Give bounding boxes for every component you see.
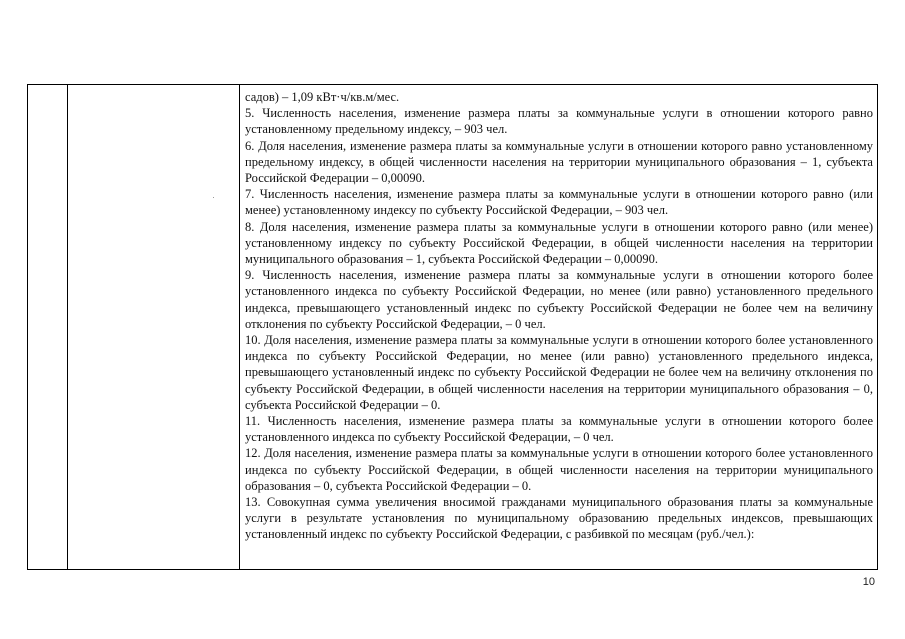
paragraph-5: 5. Численность населения, изменение размера платы за коммунальные услуги в отношении которого равно установленному предельному индексу, – 903 чел. bbox=[245, 106, 873, 137]
paragraph-11: 11. Численность населения, изменение размера платы за коммунальные услуги в отношении которого более установленного индекса по субъекту Российской Федерации, – 0 чел. bbox=[245, 414, 873, 445]
paragraph-12: 12. Доля населения, изменение размера платы за коммунальные услуги в отношении которого более установленного индекса по субъекту Российской Федерации, в общей численности населения на территории муниципального образования – 0, субъекта Российской Федерации – 0. bbox=[245, 446, 873, 493]
page-number: 10 bbox=[862, 576, 875, 588]
document-table bbox=[27, 84, 878, 570]
scan-speck bbox=[213, 197, 214, 198]
column-divider-1 bbox=[67, 85, 68, 569]
paragraph-9: 9. Численность населения, изменение размера платы за коммунальные услуги в отношении которого более установленного индекса по субъекту Российской Федерации, но менее (или равно) установленного предельного индекса, превышающего установленный индекс по субъекту Российской Федерации не более чем на величину отклонения по субъекту Российской Федерации, – 0 чел. bbox=[245, 268, 873, 331]
paragraph-13: 13. Совокупная сумма увеличения вносимой гражданами муниципального образования платы за коммунальные услуги в результате установления по муниципальному образованию предельных индексов, превышающих установленный индекс по субъекту Российской Федерации, с разбивкой по месяцам (руб./чел.): bbox=[245, 495, 873, 542]
paragraph-10: 10. Доля населения, изменение размера платы за коммунальные услуги в отношении которого более установленного индекса по субъекту Российской Федерации, но менее (или равно) установленного предельного индекса, превышающего установленный индекс по субъекту Российской Федерации не более чем на величину отклонения по субъекту Российской Федерации, в общей численности населения на территории муниципального образования – 0, субъекта Российской Федерации – 0. bbox=[245, 333, 873, 412]
paragraph-0: садов) – 1,09 кВт·ч/кв.м/мес. bbox=[245, 90, 400, 104]
text-cell bbox=[245, 89, 873, 543]
paragraph-7: 7. Численность населения, изменение размера платы за коммунальные услуги в отношении которого равно (или менее) установленному индексу по субъекту Российской Федерации, – 903 чел. bbox=[245, 187, 873, 218]
column-divider-2 bbox=[239, 85, 240, 569]
paragraph-6: 6. Доля населения, изменение размера платы за коммунальные услуги в отношении которого равно установленному предельному индексу, в общей численности населения на территории муниципального образования – 1, субъекта Российской Федерации – 0,00090. bbox=[245, 138, 873, 186]
paragraph-8: 8. Доля населения, изменение размера платы за коммунальные услуги в отношении которого равно (или менее) установленному индексу по субъекту Российской Федерации, в общей численности населения на территории муниципального образования – 1, субъекта Российской Федерации – 0,00090. bbox=[245, 219, 873, 267]
